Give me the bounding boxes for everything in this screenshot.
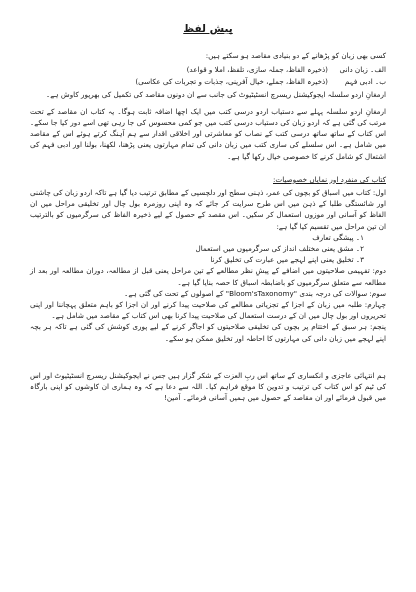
aim-b-description: (ذخیرہ الفاظ، جملے، خیال آفرینی، جذبات و تجربات کی عکاسی) xyxy=(135,77,328,87)
aim-b-row xyxy=(30,76,386,87)
feature-2: دوم: تفہیمی صلاحیتوں میں اضافے کے پیشِ نظر مطالعے کے تین مراحل یعنی قبل از مطالعہ، دوران مطالعہ اور بعد از مطالعہ سے متعلق سرگرمیوں کو باضابطہ اسباق کا حصہ بنایا گیا ہے۔ xyxy=(30,266,386,287)
aim-b-term: ب۔ ادبی فہم xyxy=(344,77,386,87)
paragraph-2: ارمغانِ اردو سلسلہ پہلے سے دستیاب اردو درسی کتب میں ایک اچھا اضافہ ثابت ہوگا۔ یہ کتاب ان مقاصد کے تحت مرتب کی گئی ہے کہ اردو زبان کی دستیاب درسی کتب میں جو کمی محسوس کی جا رہی تھی اسے دور کیا جا سکے۔ اس کتاب کے ساتھ ساتھ درسی کتب کے نصاب کو معاشرتی اور اخلاقی اقدار سے ہم آہنگ کرتے ہوئے اس کے مقاصد میں شامل ہے۔ اس سلسلے کی ساری کتب میں زبان دانی کی تمام مہارتوں یعنی پڑھنا، لکھنا، بولنا اور ادبی فہم کی اشتعال کو شامل کرنے کا خصوصی خیال رکھا گیا ہے۔ xyxy=(30,106,386,161)
aim-a-term: الف۔ زبان دانی xyxy=(339,65,386,75)
sub-item: ۱۔ پیشگی تعارف xyxy=(312,232,364,242)
sub-item: ۲۔ مشق یعنی مختلف انداز کی سرگرمیوں میں استعمال xyxy=(195,244,364,254)
sub-item: ۳۔ تخلیق یعنی اپنے لہجے میں عبارت کی تخلیق کرنا xyxy=(210,255,364,265)
intro-text: کسی بھی زبان کو پڑھانے کے دو بنیادی مقاصد ہو سکتے ہیں: xyxy=(205,51,386,60)
feature-5: پنجم: ہر سبق کے اختتام پر بچوں کی تخلیقی صلاحیتوں کو اجاگر کرنے کے لیے پوری کوشش کی گئی ہے تاکہ ہر بچہ اپنے لہجے میں زبان دانی کی مہارتوں کا احاطہ اور تخلیق ممکن ہو سکے۔ xyxy=(30,322,386,343)
feature-4: چہارم: طلبہ میں زبان کے اجزا کے تجزیاتی مطالعے کی صلاحیت پیدا کرنے اور ان اجزا کو باہم متعلق پہچاننا اور اپنی تحریروں اور بول چال میں ان کے درست استعمال کی صلاحیت پیدا کرنا بھی اس کتاب کے مقاصد میں شامل ہے۔ xyxy=(30,300,386,321)
paragraph-1: ارمغانِ اردو سلسلہ ایجوکیشنل ریسرچ انسٹیٹیوٹ کی جانب سے ان دونوں مقاصد کی تکمیل کی بھرپور کاوش ہے۔ xyxy=(46,89,386,99)
feature-1: اول: کتاب میں اسباق کو بچوں کی عمر، ذہنی سطح اور دلچسپی کے مطابق ترتیب دیا گیا ہے تاکہ اردو زبان کی چاشنی اور شائستگی طلبا کے ذہن میں اس طرح سرایت کر جائے کہ وہ اپنی روزمرہ بول چال اور تخلیقی مراحل میں ان الفاظ کو آسانی اور موزوں استعمال کر سکیں۔ اس مقصد کے حصول کے لیے ذخیرہ الفاظ کی سرگرمیوں کو بالترتیب ان تین مراحل میں تقسیم کیا گیا ہے: xyxy=(30,188,386,231)
aim-a-row xyxy=(30,64,386,75)
section-heading: کتاب کی منفرد اور نمایاں خصوصیات: xyxy=(273,174,386,184)
feature-3: سوم: سوالات کی درجہ بندی "Bloom'sTaxonomy" کے اصولوں کے تحت کی گئی ہے۔ xyxy=(124,288,386,298)
aim-a-description: (ذخیرہ الفاظ، جملہ سازی، تلفظ، املا و قواعد) xyxy=(186,65,328,75)
closing-paragraph: ہم انتہائی عاجزی و انکساری کے ساتھ اس ربِ العزت کے شکر گزار ہیں جس نے ایجوکیشنل ریسرچ انسٹیٹیوٹ اور اس کی ٹیم کو اس کتاب کی ترتیب و تدوین کا موقع فراہم کیا۔ اللہ سے دعا ہے کہ وہ ہماری ان کاوشوں کو اپنی بارگاہ میں قبول فرمائے اور ان مقاصد کے حصول میں ہمیں آسانی فرمائے۔ آمین! xyxy=(30,370,386,403)
page-title: پیش لفظ xyxy=(183,23,233,35)
